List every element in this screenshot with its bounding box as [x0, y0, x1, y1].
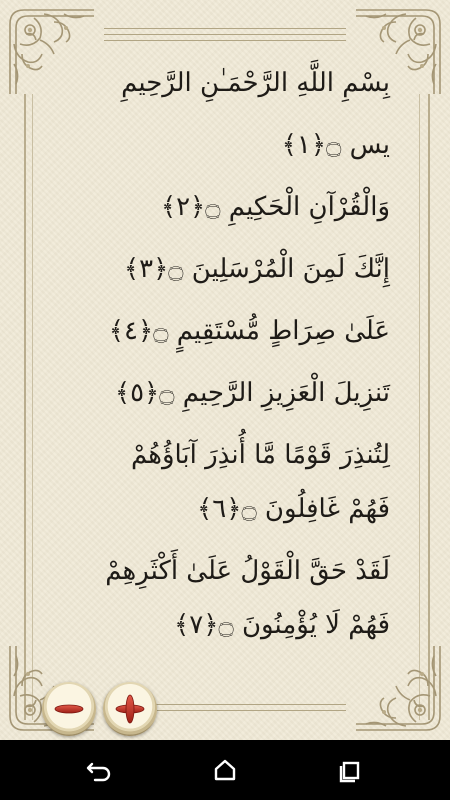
verse-line: عَلَىٰ صِرَاطٍ مُّسْتَقِيمٍ ۝﴿٤﴾	[108, 316, 390, 346]
basmala: بِسْمِ اللَّهِ الرَّحْمَـٰنِ الرَّحِيمِ	[121, 68, 390, 98]
home-icon	[205, 750, 245, 790]
recent-apps-button[interactable]	[330, 750, 370, 790]
back-icon	[79, 750, 119, 790]
system-navigation-bar	[0, 740, 450, 800]
verse-line: وَالْقُرْآنِ الْحَكِيمِ ۝﴿٢﴾	[160, 192, 390, 222]
verse-line: تَنزِيلَ الْعَزِيزِ الرَّحِيمِ ۝﴿٥﴾	[114, 378, 390, 408]
recent-apps-icon	[330, 750, 370, 790]
minus-icon	[42, 682, 96, 736]
plus-icon	[103, 682, 157, 736]
back-button[interactable]	[79, 750, 119, 790]
verse-line: فَهُمْ غَافِلُونَ ۝﴿٦﴾	[197, 494, 390, 524]
home-button[interactable]	[205, 750, 245, 790]
verse-text	[70, 66, 390, 670]
verse-line: فَهُمْ لَا يُؤْمِنُونَ ۝﴿٧﴾	[174, 610, 390, 640]
top-rule	[104, 40, 346, 41]
verse-line: يس ۝﴿١﴾	[281, 130, 390, 160]
verse-line: لِتُنذِرَ قَوْمًا مَّا أُنذِرَ آبَاؤُهُمْ	[130, 440, 390, 470]
zoom-out-button[interactable]	[42, 682, 96, 736]
verse-line: إِنَّكَ لَمِنَ الْمُرْسَلِينَ ۝﴿٣﴾	[123, 254, 390, 284]
verse-line: لَقَدْ حَقَّ الْقَوْلُ عَلَىٰ أَكْثَرِهِمْ	[105, 556, 390, 586]
zoom-in-button[interactable]	[103, 682, 157, 736]
top-rule	[104, 28, 346, 29]
top-rule	[104, 34, 346, 35]
